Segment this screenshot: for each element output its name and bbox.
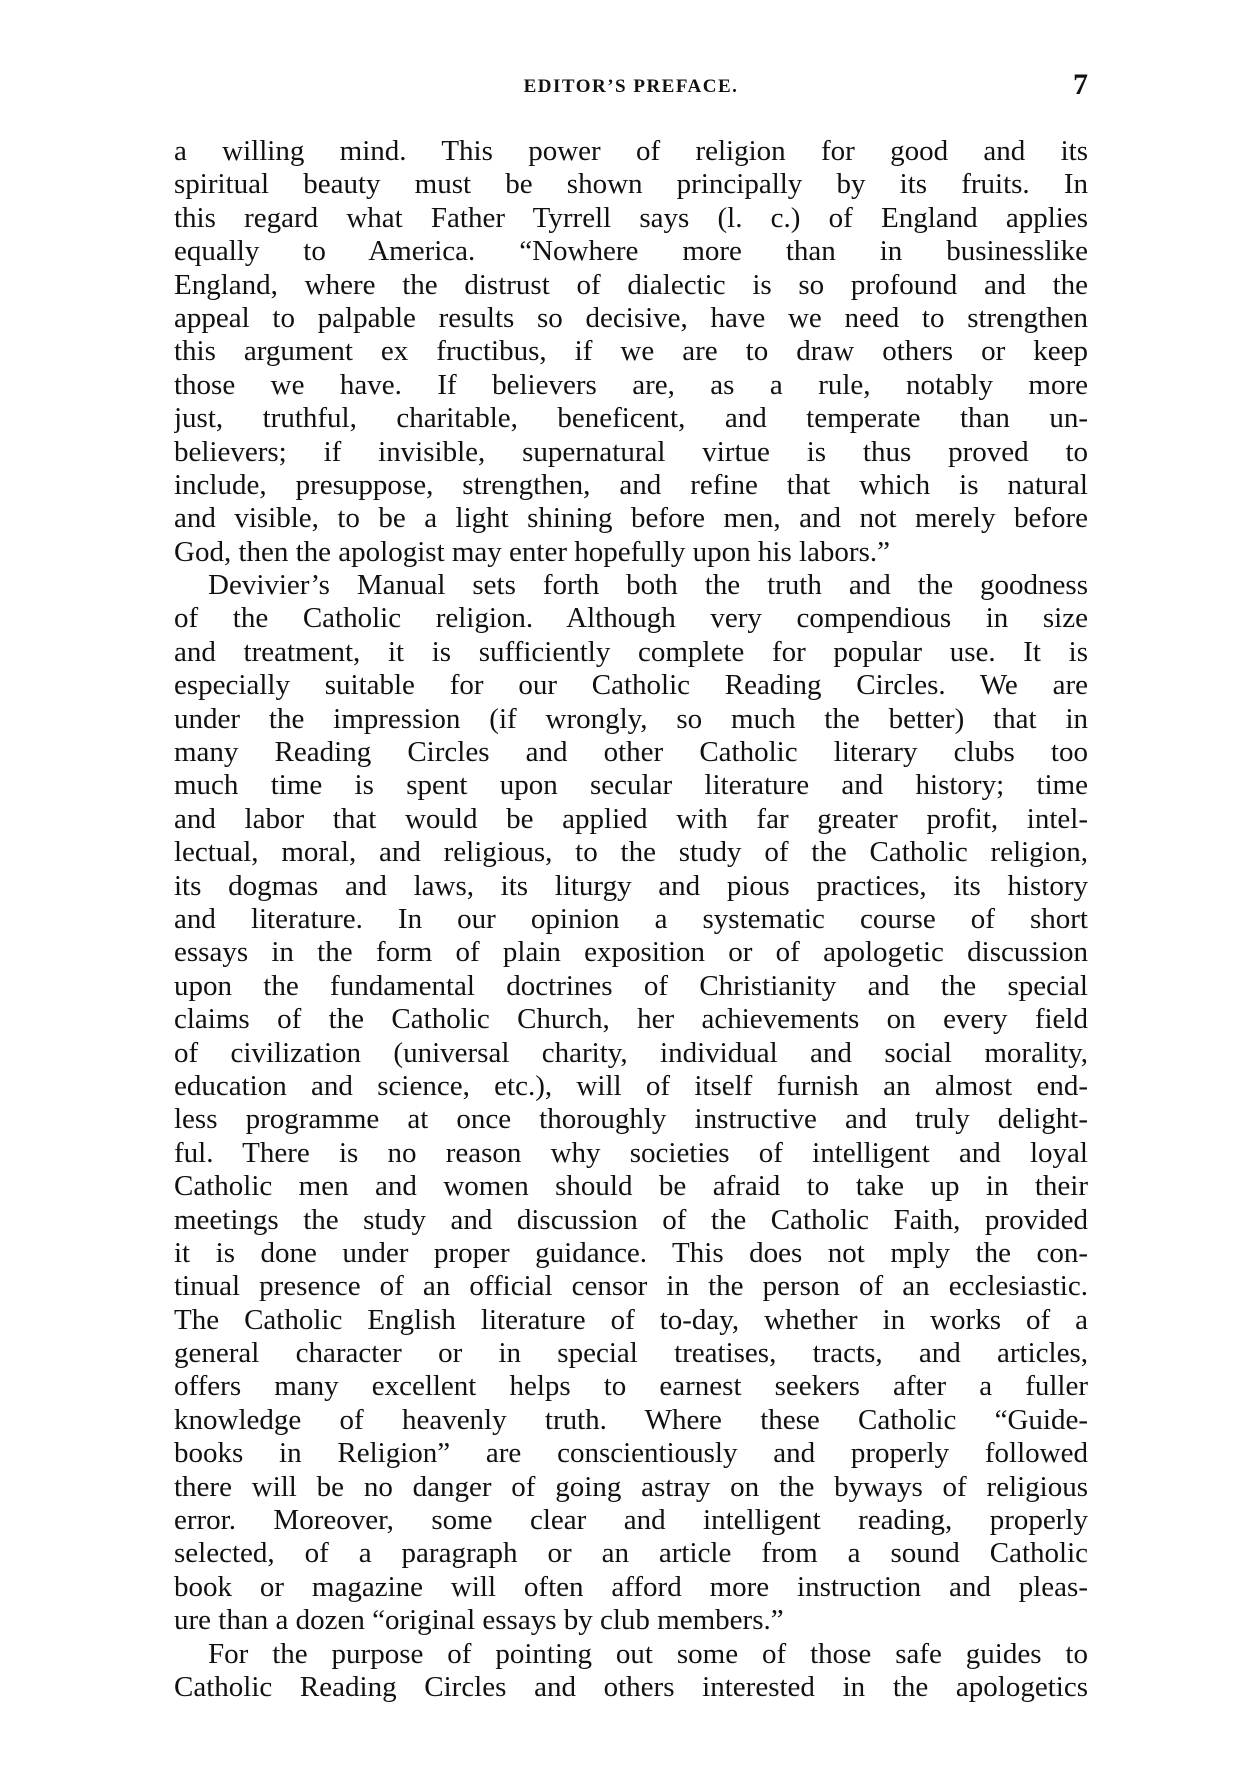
text-line: upon the fundamental doctrines of Christianity and the special bbox=[174, 969, 1088, 1002]
text-line: general character or in special treatises, tracts, and articles, bbox=[174, 1337, 1088, 1370]
text-line: Catholic Reading Circles and others interested in the apologetics bbox=[174, 1670, 1088, 1703]
text-line: ure than a dozen “original essays by club members.” bbox=[174, 1604, 784, 1637]
text-line: God, then the apologist may enter hopefully upon his labors.” bbox=[174, 535, 890, 568]
text-line: it is done under proper guidance. This does not mply the con- bbox=[174, 1236, 1088, 1269]
text-line: many Reading Circles and other Catholic literary clubs too bbox=[174, 736, 1088, 769]
text-line: Catholic men and women should be afraid to take up in their bbox=[174, 1170, 1088, 1203]
text-line: equally to America. “Nowhere more than in businesslike bbox=[174, 235, 1088, 268]
text-line: under the impression (if wrongly, so much the better) that in bbox=[174, 702, 1088, 735]
text-line: meetings the study and discussion of the Catholic Faith, provided bbox=[174, 1203, 1088, 1236]
running-head bbox=[174, 68, 1088, 108]
text-line: Devivier’s Manual sets forth both the truth and the goodness bbox=[208, 569, 1088, 602]
text-line: much time is spent upon secular literature and history; time bbox=[174, 769, 1088, 802]
text-line: and labor that would be applied with far greater profit, intel- bbox=[174, 802, 1088, 835]
text-line: include, presuppose, strengthen, and refine that which is natural bbox=[174, 468, 1088, 501]
text-line: its dogmas and laws, its liturgy and pious practices, its history bbox=[174, 869, 1088, 902]
running-title: EDITOR’S PREFACE. bbox=[523, 76, 739, 97]
text-line: offers many excellent helps to earnest seekers after a fuller bbox=[174, 1370, 1088, 1403]
text-line: and literature. In our opinion a systematic course of short bbox=[174, 902, 1088, 935]
text-line: books in Religion” are conscientiously and properly followed bbox=[174, 1437, 1088, 1470]
text-line: there will be no danger of going astray on the byways of religious bbox=[174, 1470, 1088, 1503]
text-line: of the Catholic religion. Although very compendious in size bbox=[174, 602, 1088, 635]
text-line: England, where the distrust of dialectic is so profound and the bbox=[174, 268, 1088, 301]
page-number: 7 bbox=[1073, 68, 1088, 101]
text-line: lectual, moral, and religious, to the study of the Catholic religion, bbox=[174, 836, 1088, 869]
text-line: tinual presence of an official censor in the person of an ecclesiastic. bbox=[174, 1270, 1088, 1303]
text-line: ful. There is no reason why societies of intelligent and loyal bbox=[174, 1136, 1088, 1169]
text-line: claims of the Catholic Church, her achievements on every field bbox=[174, 1003, 1088, 1036]
text-line: less programme at once thoroughly instructive and truly delight- bbox=[174, 1103, 1088, 1136]
text-line: knowledge of heavenly truth. Where these Catholic “Guide- bbox=[174, 1403, 1088, 1436]
text-line: and visible, to be a light shining before men, and not merely before bbox=[174, 502, 1088, 535]
text-line: appeal to palpable results so decisive, have we need to strengthen bbox=[174, 301, 1088, 334]
text-line: error. Moreover, some clear and intelligent reading, properly bbox=[174, 1504, 1088, 1537]
text-line: essays in the form of plain exposition or of apologetic discussion bbox=[174, 936, 1088, 969]
text-line: The Catholic English literature of to-day, whether in works of a bbox=[174, 1303, 1088, 1336]
text-line: and treatment, it is sufficiently complete for popular use. It is bbox=[174, 635, 1088, 668]
text-line: just, truthful, charitable, beneficent, and temperate than un- bbox=[174, 402, 1088, 435]
text-line: of civilization (universal charity, individual and social morality, bbox=[174, 1036, 1088, 1069]
text-line: a willing mind. This power of religion for good and its bbox=[174, 135, 1088, 167]
text-line: selected, of a paragraph or an article from a sound Catholic bbox=[174, 1537, 1088, 1570]
text-line: especially suitable for our Catholic Reading Circles. We are bbox=[174, 669, 1088, 702]
text-line: spiritual beauty must be shown principally by its fruits. In bbox=[174, 168, 1088, 201]
text-line: book or magazine will often afford more instruction and pleas- bbox=[174, 1570, 1088, 1603]
text-line: For the purpose of pointing out some of those safe guides to bbox=[208, 1637, 1088, 1670]
text-line: this regard what Father Tyrrell says (l. c.) of England applies bbox=[174, 201, 1088, 234]
text-line: education and science, etc.), will of itself furnish an almost end- bbox=[174, 1069, 1088, 1102]
text-line: believers; if invisible, supernatural virtue is thus proved to bbox=[174, 435, 1088, 468]
body-text bbox=[174, 135, 1088, 1704]
text-line: this argument ex fructibus, if we are to draw others or keep bbox=[174, 335, 1088, 368]
text-line: those we have. If believers are, as a rule, notably more bbox=[174, 368, 1088, 401]
